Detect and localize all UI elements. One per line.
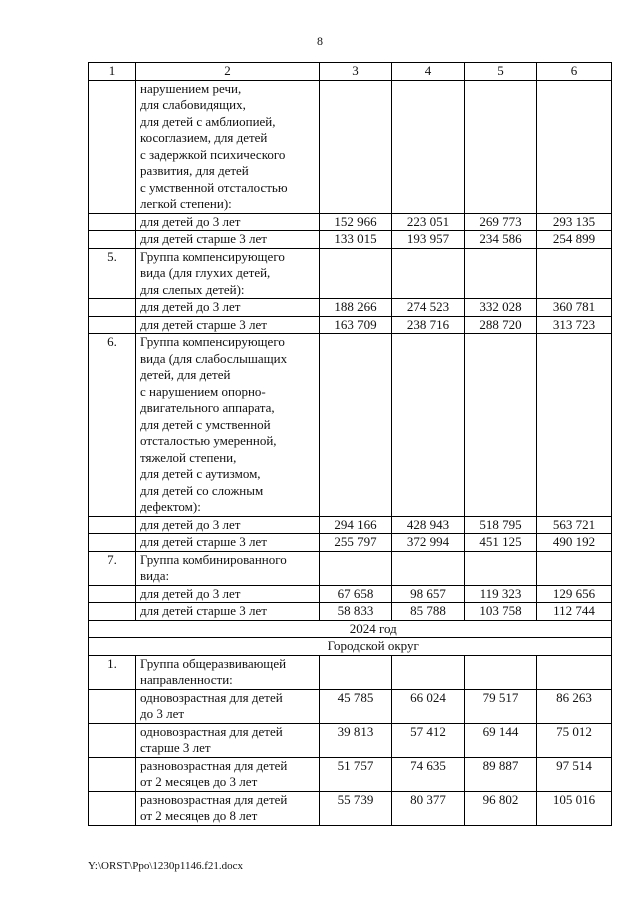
row-label: для детей старше 3 лет [136,231,320,249]
value-cell: 66 024 [392,689,465,723]
value-cell [537,655,612,689]
row-label: для детей старше 3 лет [136,316,320,334]
table-row [89,231,612,249]
row-number [89,534,136,552]
row-number [89,80,136,213]
number-cell [89,620,136,638]
value-cell: 269 773 [465,213,537,231]
value-cell: 67 658 [320,585,392,603]
value-cell: 119 323 [465,585,537,603]
row-label: одновозрастная для детей старше 3 лет [136,723,320,757]
value-cell: 69 144 [465,723,537,757]
row-label: для детей до 3 лет [136,516,320,534]
section-row [89,638,612,656]
value-cell [465,551,537,585]
value-cell: 274 523 [392,299,465,317]
table-row [89,585,612,603]
row-label: Группа комбинированного вида: [136,551,320,585]
value-cell: 255 797 [320,534,392,552]
value-cell: 45 785 [320,689,392,723]
value-cell: 98 657 [392,585,465,603]
value-cell [320,248,392,299]
value-cell [465,80,537,213]
row-number [89,757,136,791]
value-cell: 80 377 [392,791,465,825]
value-cell: 193 957 [392,231,465,249]
column-header: 6 [537,63,612,81]
value-cell: 288 720 [465,316,537,334]
row-label: разновозрастная для детей от 2 месяцев до 3 лет [136,757,320,791]
value-cell: 234 586 [465,231,537,249]
value-cell [392,551,465,585]
table-row [89,723,612,757]
section-title: Городской округ [136,638,612,656]
value-cell [537,551,612,585]
value-cell: 254 899 [537,231,612,249]
value-cell [465,334,537,517]
value-cell: 223 051 [392,213,465,231]
row-label: Группа общеразвивающей направленности: [136,655,320,689]
row-number [89,516,136,534]
value-cell: 313 723 [537,316,612,334]
row-number [89,723,136,757]
value-cell: 563 721 [537,516,612,534]
row-number: 5. [89,248,136,299]
column-header: 1 [89,63,136,81]
row-number [89,791,136,825]
value-cell: 89 887 [465,757,537,791]
row-number [89,231,136,249]
column-header: 4 [392,63,465,81]
row-label: для детей старше 3 лет [136,534,320,552]
value-cell: 96 802 [465,791,537,825]
row-label: одновозрастная для детей до 3 лет [136,689,320,723]
row-number [89,299,136,317]
value-cell: 86 263 [537,689,612,723]
number-cell [89,638,136,656]
value-cell: 372 994 [392,534,465,552]
row-label: для детей до 3 лет [136,585,320,603]
value-cell: 57 412 [392,723,465,757]
table-row [89,689,612,723]
value-cell: 293 135 [537,213,612,231]
table-row [89,603,612,621]
value-cell: 105 016 [537,791,612,825]
value-cell [537,248,612,299]
table-row [89,316,612,334]
value-cell: 103 758 [465,603,537,621]
row-label: для детей до 3 лет [136,213,320,231]
row-number: 6. [89,334,136,517]
value-cell [392,80,465,213]
row-number [89,213,136,231]
value-cell: 518 795 [465,516,537,534]
value-cell [392,334,465,517]
section-title: 2024 год [136,620,612,638]
table-header-row [89,63,612,81]
value-cell [320,334,392,517]
table-row [89,655,612,689]
value-cell [320,80,392,213]
value-cell: 55 739 [320,791,392,825]
section-row [89,620,612,638]
value-cell: 51 757 [320,757,392,791]
value-cell: 294 166 [320,516,392,534]
table-row [89,516,612,534]
value-cell: 332 028 [465,299,537,317]
row-label: разновозрастная для детей от 2 месяцев до 8 лет [136,791,320,825]
value-cell: 188 266 [320,299,392,317]
row-number [89,316,136,334]
value-cell: 112 744 [537,603,612,621]
value-cell: 428 943 [392,516,465,534]
row-label: для детей старше 3 лет [136,603,320,621]
column-header: 3 [320,63,392,81]
value-cell: 451 125 [465,534,537,552]
value-cell: 133 015 [320,231,392,249]
row-number [89,585,136,603]
value-cell: 75 012 [537,723,612,757]
row-number: 1. [89,655,136,689]
value-cell: 85 788 [392,603,465,621]
value-cell: 79 517 [465,689,537,723]
value-cell [320,551,392,585]
table-row [89,213,612,231]
table-row [89,791,612,825]
value-cell: 39 813 [320,723,392,757]
table-row [89,757,612,791]
value-cell [392,248,465,299]
value-cell [465,248,537,299]
table-row [89,334,612,517]
value-cell [537,334,612,517]
value-cell: 152 966 [320,213,392,231]
page-number: 8 [317,34,323,48]
row-label: Группа компенсирующего вида (для слабослышащих детей, для детей с нарушением опорно- двигательного аппарата, для детей с умственной отсталостью умеренной, тяжелой степени, для детей с аутизмом, для детей со сложным дефектом): [136,334,320,517]
row-number [89,603,136,621]
tariff-table [88,62,612,826]
value-cell: 490 192 [537,534,612,552]
value-cell [537,80,612,213]
value-cell [465,655,537,689]
value-cell: 74 635 [392,757,465,791]
value-cell: 238 716 [392,316,465,334]
column-header: 2 [136,63,320,81]
table-row [89,248,612,299]
value-cell [392,655,465,689]
row-number: 7. [89,551,136,585]
document-path: Y:\ORST\Ppo\1230p1146.f21.docx [88,860,244,872]
value-cell: 360 781 [537,299,612,317]
column-header: 5 [465,63,537,81]
value-cell [320,655,392,689]
value-cell: 58 833 [320,603,392,621]
row-label: нарушением речи, для слабовидящих, для детей с амблиопией, косоглазием, для детей с задержкой психического развития, для детей с умственной отсталостью легкой степени): [136,80,320,213]
row-number [89,689,136,723]
table-row [89,551,612,585]
row-label: Группа компенсирующего вида (для глухих детей, для слепых детей): [136,248,320,299]
table-row [89,299,612,317]
value-cell: 97 514 [537,757,612,791]
row-label: для детей до 3 лет [136,299,320,317]
value-cell: 163 709 [320,316,392,334]
table-row [89,534,612,552]
table-row [89,80,612,213]
value-cell: 129 656 [537,585,612,603]
